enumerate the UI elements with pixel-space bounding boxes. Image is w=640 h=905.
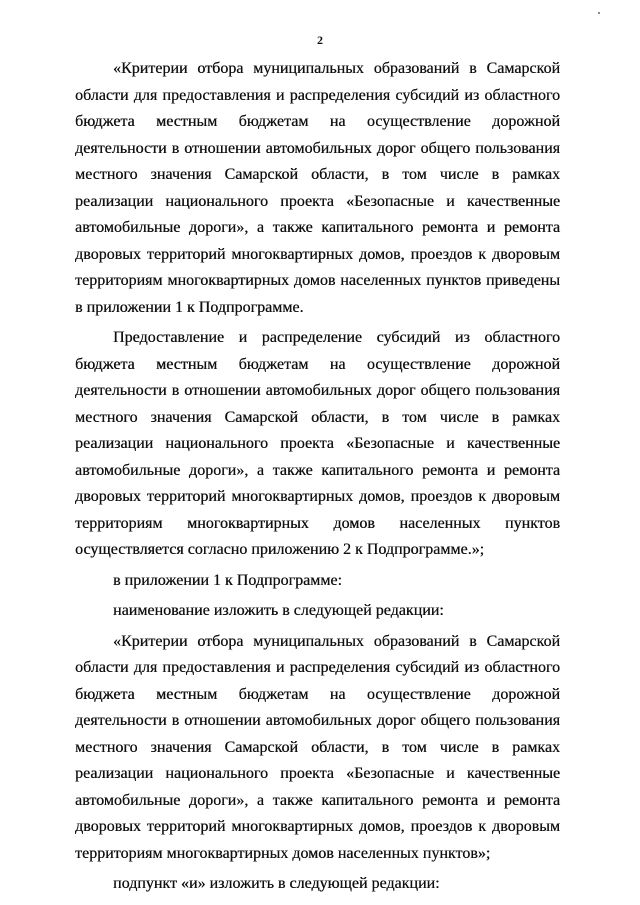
paragraph-appendix-reference: в приложении 1 к Подпрограмме: (113, 571, 342, 589)
document-body (75, 56, 560, 902)
paragraph-subitem-amendment: подпункт «и» изложить в следующей редакции: (113, 875, 440, 892)
scan-speck (598, 12, 600, 14)
paragraph-subsidy-distribution: Предоставление и распределение субсидий из областного бюджета местным бюджетам на осуществление дорожной деятельности в отношении автомобильных дорог общего пользования местного значения Самарской области, в том числе в рамках реализации национального проекта «Безопасные и качественные автомобильные дороги», а также капитального ремонта и ремонта дворовых территорий многоквартирных домов, проездов к дворовым территориям многоквартирных домов населенных пунктов осуществляется согласно приложению 2 к Подпрограмме.»; (75, 329, 560, 558)
page-number: 2 (317, 33, 323, 47)
paragraph-criteria-intro: «Критерии отбора муниципальных образований в Самарской области для предоставления и распределения субсидий из областного бюджета местным бюджетам на осуществление дорожной деятельности в отношении автомобильных дорог общего пользования местного значения Самарской области, в том числе в рамках реализации национального проекта «Безопасные и качественные автомобильные дороги», а также капитального ремонта и ремонта дворовых территорий многоквартирных домов, проездов к дворовым территориям многоквартирных домов населенных пунктов приведены в приложении 1 к Подпрограмме. (75, 60, 560, 316)
paragraph-title-amendment: наименование изложить в следующей редакции: (113, 602, 444, 619)
paragraph-criteria-new-title: «Критерии отбора муниципальных образований в Самарской области для предоставления и распределения субсидий из областного бюджета местным бюджетам на осуществление дорожной деятельности в отношении автомобильных дорог общего пользования местного значения Самарской области, в том числе в рамках реализации национального проекта «Безопасные и качественные автомобильные дороги», а также капитального ремонта и ремонта дворовых территорий многоквартирных домов, проездов к дворовым территориям многоквартирных домов населенных пунктов»; (75, 632, 560, 862)
